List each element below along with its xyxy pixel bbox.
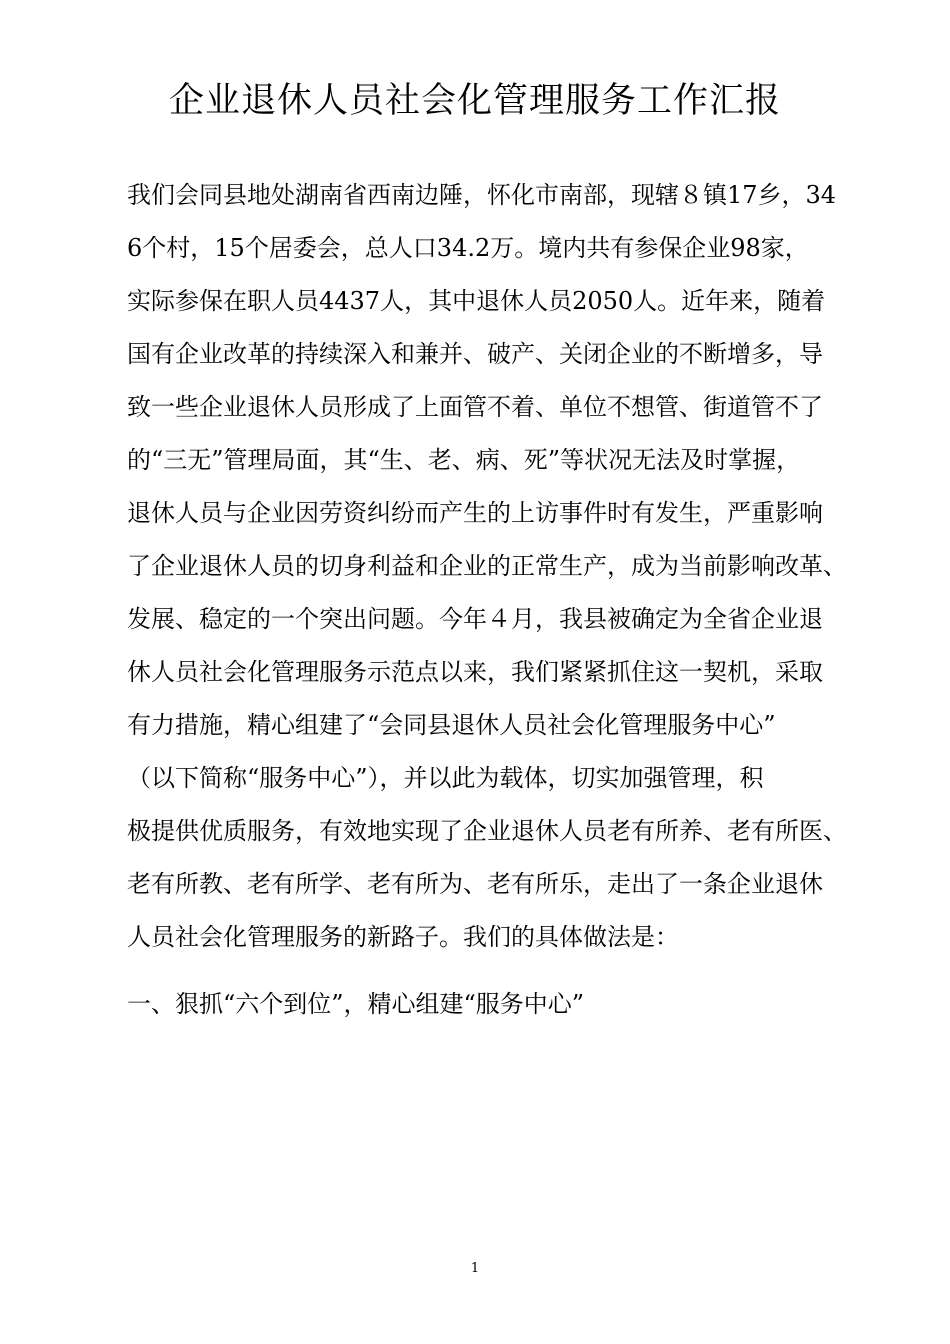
document-title: 企业退休人员社会化管理服务工作汇报 [168,81,781,121]
paragraph-line: 人员社会化管理服务的新路子。我们的具体做法是： [127,923,679,951]
paragraph-line: 实际参保在职人员4437人，其中退休人员2050人。近年来，随着 [127,287,826,315]
paragraph-line: 了企业退休人员的切身利益和企业的正常生产，成为当前影响改革、 [127,552,847,580]
intro-paragraph [127,178,847,973]
paragraph-line: 极提供优质服务，有效地实现了企业退休人员老有所养、老有所医、 [127,817,847,845]
paragraph-line: 6个村，15个居委会，总人口34.2万。境内共有参保企业98家， [127,234,809,262]
paragraph-line: 休人员社会化管理服务示范点以来，我们紧紧抓住这一契机，采取 [127,658,823,686]
paragraph-line: 发展、稳定的一个突出问题。今年４月，我县被确定为全省企业退 [127,605,823,633]
paragraph-line: 国有企业改革的持续深入和兼并、破产、关闭企业的不断增多，导 [127,340,823,368]
section-heading: 一、狠抓“六个到位”，精心组建“服务中心” [127,990,585,1018]
paragraph-line: 的“三无”管理局面，其“生、老、病、死”等状况无法及时掌握， [127,446,801,474]
paragraph-line: 老有所教、老有所学、老有所为、老有所乐，走出了一条企业退休 [127,870,823,898]
page-number: 1 [470,1261,480,1276]
paragraph-line: （以下简称“服务中心”），并以此为载体，切实加强管理，积 [127,764,764,792]
paragraph-line: 有力措施，精心组建了“会同县退休人员社会化管理服务中心” [127,711,776,739]
paragraph-line: 我们会同县地处湖南省西南边陲，怀化市南部，现辖８镇17乡，34 [127,181,837,209]
paragraph-line: 致一些企业退休人员形成了上面管不着、单位不想管、街道管不了 [127,393,823,421]
paragraph-line: 退休人员与企业因劳资纠纷而产生的上访事件时有发生，严重影响 [127,499,823,527]
